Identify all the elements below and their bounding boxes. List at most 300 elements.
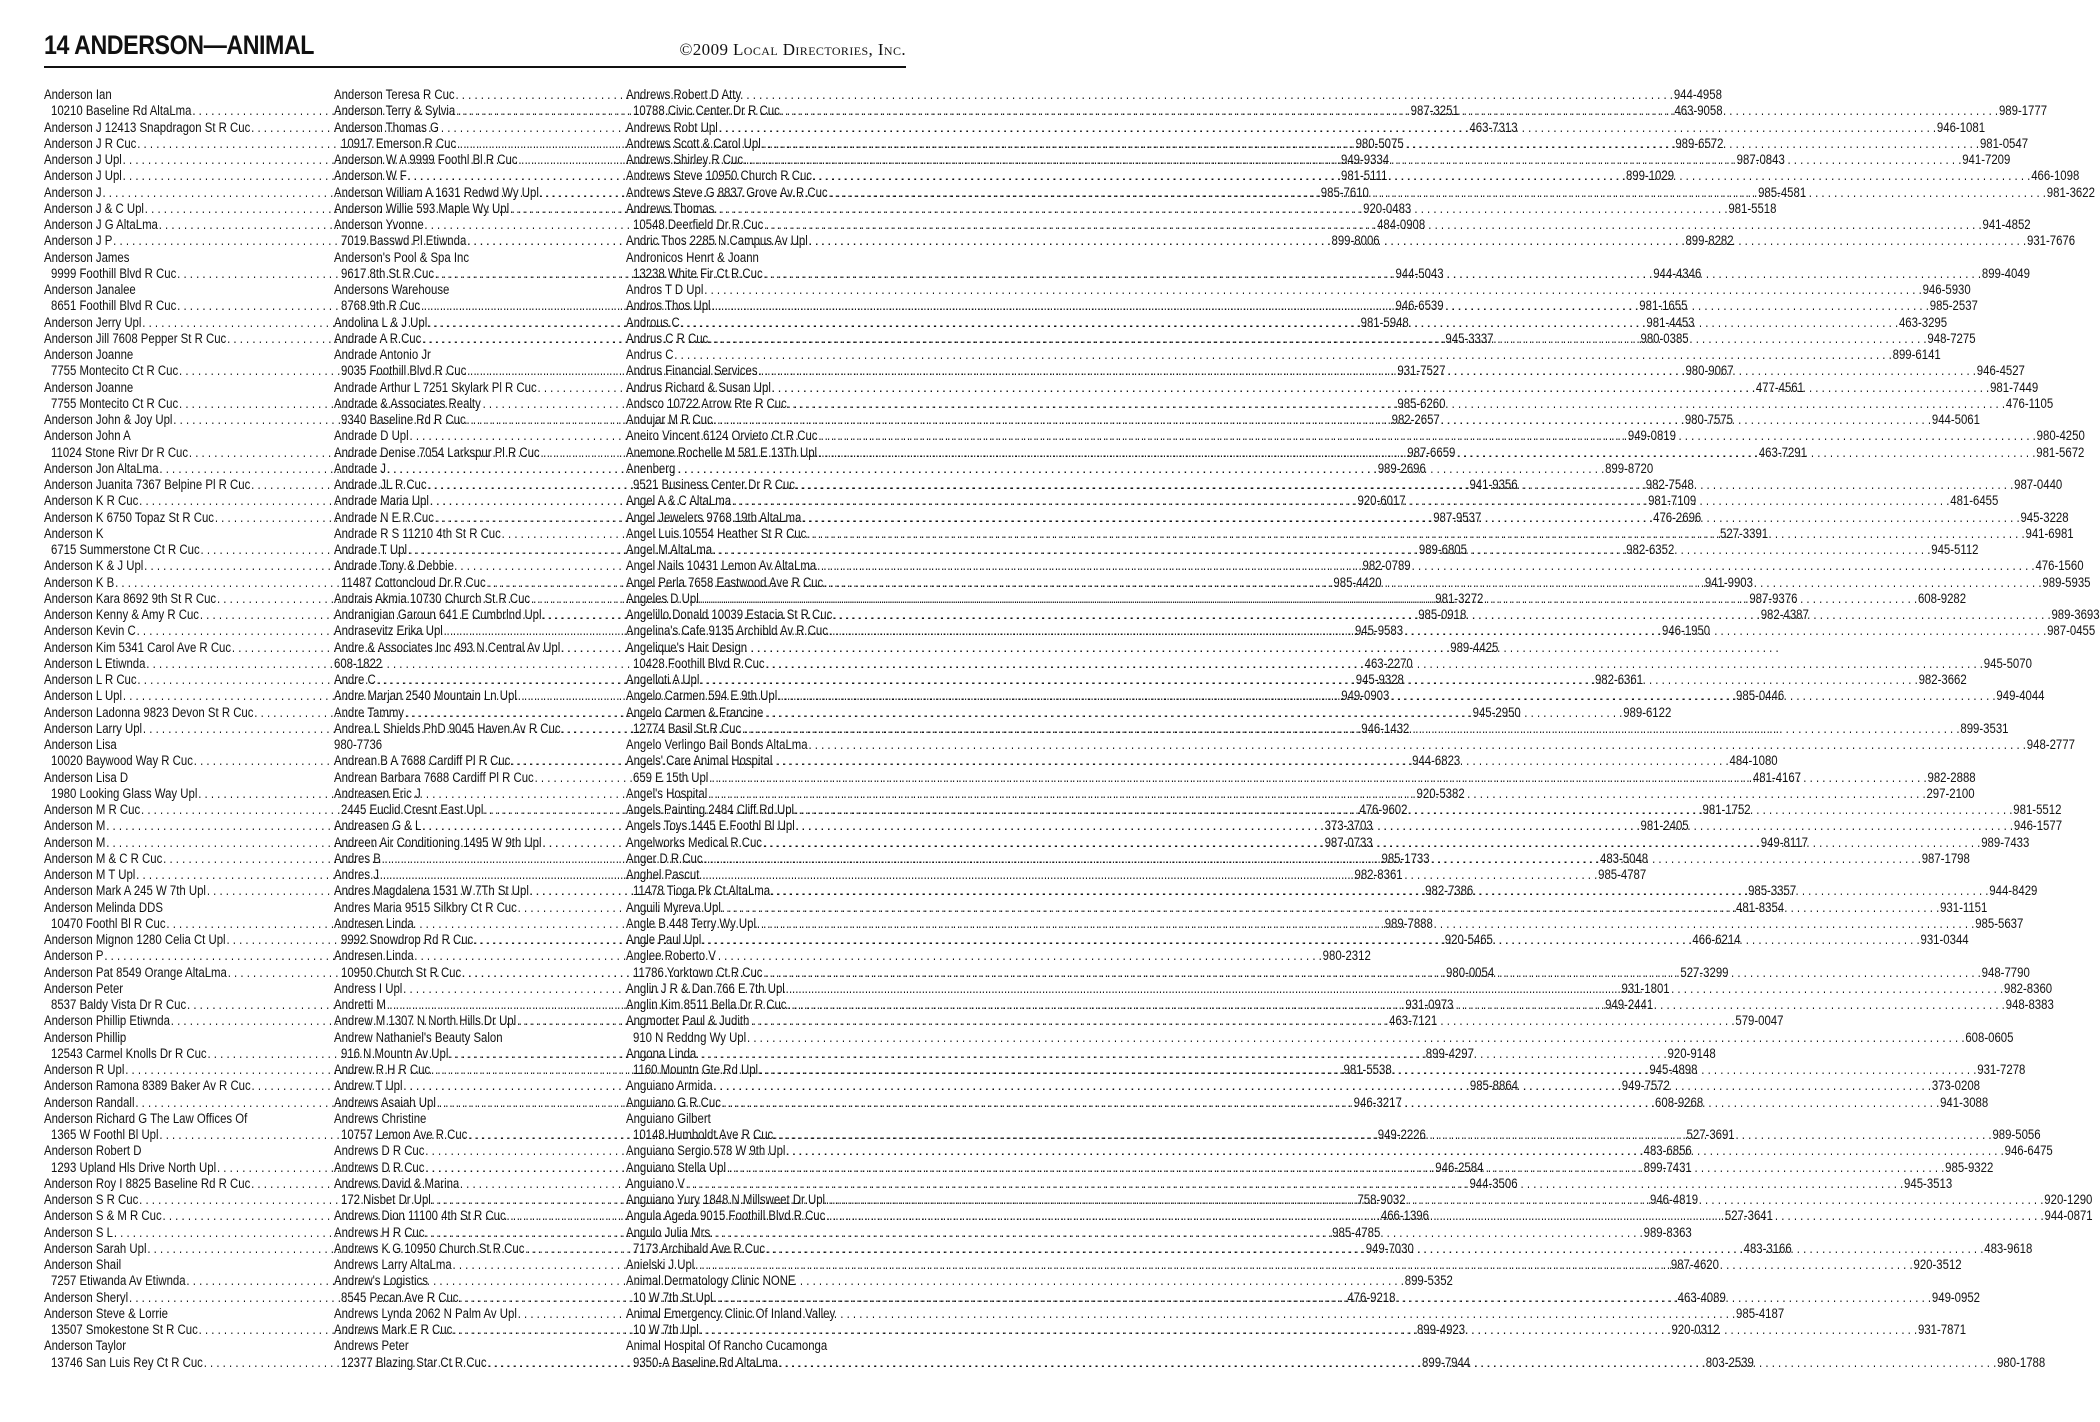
dot-leader bbox=[786, 997, 2005, 1012]
listing-name: Anderson Terry & Sylvia bbox=[334, 103, 456, 119]
phone-number: 981-2405 bbox=[1640, 818, 1689, 834]
listing-name: Aneiro Vincent 6124 Orvieto Ct R Cuc bbox=[626, 428, 818, 444]
listing-line bbox=[334, 916, 597, 932]
phone-number: 985-3357 bbox=[1748, 883, 1797, 899]
listing-name: Anderson Jerry Upl bbox=[44, 314, 142, 330]
listing-heading: Anderson Joanne bbox=[44, 379, 134, 395]
listing-line bbox=[44, 1338, 307, 1354]
listing-line bbox=[626, 1111, 889, 1127]
listing-name: 10757 Lemon Ave R Cuc bbox=[341, 1127, 468, 1142]
phone-number: 946-3217 bbox=[1353, 1094, 1402, 1110]
listing-name: Anderson K R Cuc bbox=[44, 493, 139, 509]
listing-name: 10950 Church St R Cuc bbox=[341, 964, 462, 980]
listing-line bbox=[334, 558, 597, 574]
listing-name: 10788 Civic Center Dr R Cuc bbox=[633, 103, 780, 119]
phone-number: 985-2537 bbox=[1929, 298, 1978, 314]
listing-name: Anderson R Upl bbox=[44, 1062, 125, 1077]
phone-number: 476-1560 bbox=[2035, 558, 2084, 574]
phone-number: 608-9282 bbox=[1917, 590, 1967, 606]
phone-number: 899-7944 bbox=[1422, 1354, 1471, 1370]
listing-line bbox=[44, 87, 307, 103]
phone-number: 987-0733 bbox=[1324, 834, 1373, 850]
phone-number: 989-5056 bbox=[1992, 1127, 2041, 1142]
listing-name: 7019 Basswd Pl Etiwnda bbox=[341, 233, 467, 249]
listing-name: 6715 Summerstone Ct R Cuc bbox=[51, 542, 200, 557]
phone-number: 989-7888 bbox=[1384, 915, 1433, 931]
listing-name: Anderson J 12413 Snapdragon St R Cuc bbox=[44, 119, 251, 135]
listing-heading: Andrew Nathaniel's Beauty Salon bbox=[334, 1029, 503, 1045]
listing-name: 10 W 7th St Upl bbox=[633, 1289, 713, 1305]
listing-name: Andreasen G & L bbox=[334, 818, 422, 834]
dot-leader bbox=[708, 331, 1927, 346]
listing-name: Andrews D R Cuc bbox=[334, 1143, 425, 1159]
listing-name: Anguiano Sergio 578 W 9th Upl bbox=[626, 1143, 786, 1159]
listing-heading: Andersons Warehouse bbox=[334, 282, 450, 297]
phone-number: 920-1290 bbox=[2044, 1192, 2093, 1207]
dot-leader bbox=[758, 363, 1977, 378]
phone-number: 949-9334 bbox=[1341, 152, 1390, 167]
phone-number: 985-0446 bbox=[1736, 688, 1785, 704]
phone-number: 985-4187 bbox=[1736, 1305, 1785, 1321]
listing-name: 2445 Euclid Cresnt East Upl bbox=[341, 802, 484, 817]
phone-number: 527-3641 bbox=[1724, 1208, 1773, 1224]
listing-name: Andrus Richard & Susan Upl bbox=[626, 379, 771, 395]
dot-leader bbox=[718, 120, 1937, 135]
phone-number: 920-5382 bbox=[1416, 785, 1465, 801]
phone-number: 527-3299 bbox=[1680, 964, 1729, 980]
phone-number: 297-2100 bbox=[1926, 785, 1975, 801]
listing-heading: Andrews David & Marina bbox=[334, 1175, 460, 1191]
phone-number: 987-0843 bbox=[1736, 152, 1785, 167]
phone-number: 949-2226 bbox=[1377, 1127, 1426, 1142]
phone-number: 985-0918 bbox=[1418, 607, 1467, 622]
listing-heading: Andrews Peter bbox=[334, 1338, 409, 1354]
listing-name: Andrade D Upl bbox=[334, 428, 409, 444]
listing-name: Anderson S & M R Cuc bbox=[44, 1208, 162, 1224]
dot-leader bbox=[785, 981, 2004, 996]
listing-name: Anderson Juanita 7367 Belpine Pl R Cuc bbox=[44, 477, 251, 492]
phone-number: 989-2696 bbox=[1377, 460, 1426, 476]
listing-heading: Angelique's Hair Design bbox=[626, 639, 748, 655]
listing-line bbox=[626, 201, 889, 217]
phone-number: 527-3391 bbox=[1720, 525, 1769, 541]
listing-line bbox=[44, 1111, 307, 1127]
dot-leader bbox=[771, 380, 1990, 395]
listing-name: Anderson K & J Upl bbox=[44, 558, 144, 574]
dot-leader bbox=[712, 542, 1931, 557]
listing-name: Angel M AltaLma bbox=[626, 542, 713, 557]
dot-leader bbox=[778, 1355, 1997, 1370]
listing-name: 11024 Stone Rivr Dr R Cuc bbox=[51, 444, 189, 460]
phone-number: 944-5061 bbox=[1931, 412, 1980, 427]
dot-leader bbox=[762, 965, 1981, 980]
dot-leader bbox=[673, 347, 1892, 362]
phone-number: 946-5930 bbox=[1922, 282, 1971, 297]
listing-name: Anderson Ramona 8389 Baker Av R Cuc bbox=[44, 1078, 251, 1094]
listing-line bbox=[44, 900, 307, 916]
dot-leader bbox=[761, 136, 1980, 151]
listing-line bbox=[44, 981, 307, 997]
phone-number: 980-4250 bbox=[2036, 428, 2085, 444]
dot-leader bbox=[713, 412, 1932, 427]
listing-name: Anderson M bbox=[44, 834, 106, 850]
listing-line bbox=[626, 705, 889, 721]
listing-name: 9999 Foothill Blvd R Cuc bbox=[51, 265, 177, 281]
listing-name: Andrais Akmia 10730 Church St R Cuc bbox=[334, 590, 531, 606]
dot-leader bbox=[794, 802, 2013, 817]
phone-number: 981-5538 bbox=[1343, 1062, 1392, 1077]
phone-number: 920-9148 bbox=[1667, 1045, 1716, 1061]
phone-number: 945-2950 bbox=[1472, 704, 1521, 720]
phone-number: 987-1798 bbox=[1921, 850, 1970, 866]
phone-number: 608-9268 bbox=[1655, 1094, 1704, 1110]
listing-heading: Anderson Yvonne bbox=[334, 217, 424, 232]
listing-name: Anderson Larry Upl bbox=[44, 720, 143, 736]
listing-line bbox=[334, 217, 597, 233]
listing-name: 9521 Business Center Dr R Cuc bbox=[633, 477, 795, 492]
dot-leader bbox=[806, 526, 2025, 541]
phone-number: 949-4044 bbox=[1996, 688, 2045, 704]
phone-number: 931-1151 bbox=[1940, 899, 1988, 915]
listing-name: Angelworks Medical R Cuc bbox=[626, 834, 763, 850]
phone-number: 527-3691 bbox=[1686, 1127, 1735, 1142]
listing-line bbox=[334, 1273, 597, 1289]
listing-line bbox=[334, 1030, 597, 1046]
phone-number: 985-4420 bbox=[1333, 574, 1382, 590]
listing-name: Anguiano Stella Upl bbox=[626, 1159, 726, 1175]
listing-name: Anderson P bbox=[44, 948, 104, 964]
dot-leader bbox=[680, 315, 1899, 330]
phone-number: 803-2539 bbox=[1705, 1354, 1754, 1370]
phone-number: 899-4297 bbox=[1425, 1045, 1474, 1061]
listing-name: Anguiano Armida bbox=[626, 1078, 713, 1094]
phone-number: 476-2696 bbox=[1653, 509, 1702, 525]
listing-line bbox=[44, 428, 307, 444]
listing-heading: Andrew's Logistics bbox=[334, 1273, 428, 1289]
phone-number: 989-5935 bbox=[2042, 574, 2091, 590]
phone-number: 945-4898 bbox=[1649, 1062, 1698, 1077]
phone-number: 931-0973 bbox=[1405, 997, 1454, 1012]
phone-number: 608-0605 bbox=[1965, 1029, 2014, 1045]
phone-number: 941-9903 bbox=[1704, 574, 1753, 590]
phone-number: 477-4561 bbox=[1755, 379, 1804, 395]
listing-heading: Andresen Linda bbox=[334, 948, 414, 964]
listing-line bbox=[626, 640, 889, 656]
phone-number: 985-9322 bbox=[1945, 1159, 1994, 1175]
listing-name: Anderson Randall bbox=[44, 1094, 135, 1110]
listing-name: Andrea L Shields PhD 9045 Haven Av R Cuc bbox=[334, 720, 561, 736]
listing-line bbox=[44, 770, 307, 786]
listing-name: Anderson William A 1631 Redwd Wy Upl bbox=[334, 184, 539, 200]
dot-leader bbox=[828, 623, 2047, 638]
phone-number: 373-3703 bbox=[1324, 818, 1373, 834]
listing-line bbox=[626, 1046, 889, 1062]
listing-name: 10470 Foothl Bl R Cuc bbox=[51, 915, 166, 931]
listing-name: Anderson Jon AltaLma bbox=[44, 460, 159, 476]
listing-line bbox=[626, 1306, 889, 1322]
listing-name: Anguiano V bbox=[626, 1175, 685, 1191]
dot-leader bbox=[808, 737, 2027, 752]
phone-number: 987-4620 bbox=[1670, 1257, 1719, 1272]
listing-name: Angel Nails 10431 Lemon Av AltaLma bbox=[626, 558, 817, 574]
phone-number: 982-8361 bbox=[1354, 867, 1403, 882]
dot-leader bbox=[699, 591, 1918, 606]
listing-name: 11487 Cottoncloud Dr R Cuc bbox=[341, 574, 486, 590]
phone-number: 989-6122 bbox=[1623, 704, 1672, 720]
listing-name: Andrade T Upl bbox=[334, 542, 407, 557]
phone-number: 463-3295 bbox=[1898, 314, 1948, 330]
listing-line bbox=[334, 282, 597, 298]
listing-name: Angelloti A Upl bbox=[626, 672, 700, 687]
phone-number: 981-5111 bbox=[1341, 168, 1388, 184]
listing-name: Anderson Jill 7608 Pepper St R Cuc bbox=[44, 330, 227, 346]
listing-name: 13238 White Fir Ct R Cuc bbox=[633, 265, 763, 281]
listing-name: Anderson K B bbox=[44, 574, 115, 590]
listing-heading: Angmorter Paul & Judith bbox=[626, 1013, 750, 1029]
phone-number: 982-2657 bbox=[1391, 412, 1440, 427]
listing-heading: Anderson Janalee bbox=[44, 282, 136, 297]
phone-number: 981-5518 bbox=[1728, 200, 1777, 216]
listing-name: Anglin J R & Dan 766 E 7th Upl bbox=[626, 980, 785, 996]
phone-number: 980-7575 bbox=[1684, 412, 1733, 427]
listing-heading: Angelo Carmen & Francine bbox=[626, 704, 764, 720]
listing-heading: Anderson Joanne bbox=[44, 347, 134, 362]
listing-name: Andrade Denise 7054 Larkspur Pl R Cuc bbox=[334, 444, 540, 460]
listing-name: Andros Thos Upl bbox=[626, 298, 711, 314]
listing-name: Andrew M 1307 N North Hills Dr Upl bbox=[334, 1013, 517, 1029]
dot-leader bbox=[765, 1241, 1984, 1256]
listing-name: Andric Thos 2285 N Campus Av Upl bbox=[626, 233, 808, 249]
listing-name: Andrean Barbara 7688 Cardiff Pl R Cuc bbox=[334, 769, 534, 785]
phone-number: 948-7275 bbox=[1927, 330, 1976, 346]
listing-heading: Angels' Care Animal Hospital bbox=[626, 753, 773, 769]
listing-line bbox=[626, 948, 889, 964]
phone-number: 476-1105 bbox=[2005, 395, 2054, 411]
listing-name: 659 E 15th Upl bbox=[633, 769, 709, 785]
phone-number: 948-2777 bbox=[2026, 737, 2075, 752]
dot-leader bbox=[701, 932, 1920, 947]
phone-number: 981-4453 bbox=[1646, 314, 1695, 330]
listing-heading: Anderson Phillip bbox=[44, 1029, 127, 1045]
listing-name: Andsco 10722 Arrow Rte R Cuc bbox=[626, 395, 787, 411]
listing-name: Anderson M R Cuc bbox=[44, 802, 141, 817]
listing-name: Andrade Arthur L 7251 Skylark Pl R Cuc bbox=[334, 379, 537, 395]
listing-name: Anderson J R Cuc bbox=[44, 135, 137, 151]
listing-name: 10548 Deerfield Dr R Cuc bbox=[633, 217, 764, 232]
listing-name: Angelo Carmen 594 E 9th Upl bbox=[626, 688, 778, 704]
phone-number: 931-7676 bbox=[2026, 233, 2076, 249]
dot-leader bbox=[711, 298, 1930, 313]
dot-leader bbox=[741, 721, 1960, 736]
phone-number: 946-1081 bbox=[1936, 119, 1986, 135]
listing-name: 10020 Baywood Way R Cuc bbox=[51, 753, 193, 769]
listing-line bbox=[334, 1338, 597, 1354]
phone-number: 481-4167 bbox=[1752, 769, 1802, 785]
listing-heading: Andrade Antonio Jr bbox=[334, 347, 431, 362]
listing-name: Anderson Kenny & Amy R Cuc bbox=[44, 607, 200, 622]
phone-number: 987-9537 bbox=[1433, 509, 1482, 525]
listing-line bbox=[626, 461, 889, 477]
listing-name: Anguiano Yury 1848 N Millsweet Dr Upl bbox=[626, 1192, 826, 1207]
phone-number: 981-1655 bbox=[1639, 298, 1688, 314]
listing-name: 8537 Baldy Vista Dr R Cuc bbox=[51, 997, 187, 1012]
dot-leader bbox=[808, 233, 2027, 248]
phone-number: 944-4346 bbox=[1653, 265, 1702, 281]
phone-number: 941-6981 bbox=[2025, 525, 2074, 541]
listing-name: 7257 Etiwanda Av Etiwnda bbox=[51, 1273, 186, 1289]
listing-name: 172 Nisbet Dr Upl bbox=[341, 1192, 431, 1207]
listing-name: Anderson Sarah Upl bbox=[44, 1240, 147, 1256]
page-title: 14 ANDERSON—ANIMAL bbox=[44, 30, 315, 60]
dot-leader bbox=[832, 607, 2051, 622]
listing-name: Anderson S L bbox=[44, 1224, 113, 1240]
dot-leader bbox=[823, 575, 2042, 590]
phone-number: 931-0344 bbox=[1920, 932, 1969, 947]
phone-number: 920-0483 bbox=[1363, 200, 1412, 216]
listing-name: Andrews K G 10950 Church St R Cuc bbox=[334, 1240, 525, 1256]
listing-line bbox=[626, 1225, 889, 1241]
phone-number: 899-6141 bbox=[1892, 347, 1941, 362]
phone-number: 982-4387 bbox=[1760, 607, 1809, 622]
phone-number: 483-3166 bbox=[1743, 1240, 1792, 1256]
phone-number: 483-5048 bbox=[1600, 850, 1649, 866]
phone-number: 987-6659 bbox=[1407, 444, 1456, 460]
listing-name: Andrews Scott & Carol Upl bbox=[626, 135, 761, 151]
phone-number: 483-6856 bbox=[1643, 1143, 1692, 1159]
listing-name: Anderson Ladonna 9823 Devon St R Cuc bbox=[44, 704, 254, 720]
dot-leader bbox=[713, 1078, 1932, 1093]
phone-number: 945-9328 bbox=[1355, 672, 1404, 687]
listing-name: Angel A & C AltaLma bbox=[626, 493, 732, 509]
dot-leader bbox=[762, 835, 1981, 850]
listing-line bbox=[44, 526, 307, 542]
dot-leader bbox=[777, 688, 1996, 703]
listing-line bbox=[626, 753, 889, 769]
phone-number: 980-1788 bbox=[1997, 1354, 2046, 1370]
phone-number: 463-2270 bbox=[1364, 655, 1413, 671]
phone-number: 946-1950 bbox=[1662, 623, 1711, 639]
phone-number: 758-9032 bbox=[1357, 1192, 1406, 1207]
phone-number: 989-6805 bbox=[1418, 542, 1467, 557]
phone-number: 941-3088 bbox=[1940, 1094, 1989, 1110]
dot-leader bbox=[770, 883, 1989, 898]
phone-number: 945-5112 bbox=[1931, 542, 1979, 557]
phone-number: 899-4923 bbox=[1416, 1322, 1466, 1337]
dot-leader bbox=[743, 152, 1962, 167]
phone-number: 980-0385 bbox=[1640, 330, 1689, 346]
listing-line bbox=[44, 1306, 307, 1322]
dot-leader bbox=[726, 1160, 1945, 1175]
listing-name: Anderson L Upl bbox=[44, 688, 123, 704]
listing-name: 7173 Archibald Ave R Cuc bbox=[633, 1240, 766, 1256]
listing-name: Andros T D Upl bbox=[626, 282, 704, 297]
listing-name: Anderson Sheryl bbox=[44, 1289, 129, 1305]
listing-name: Angelo Verlingo Bail Bonds AltaLma bbox=[626, 737, 808, 752]
listing-name: Andrus C R Cuc bbox=[626, 330, 709, 346]
dot-leader bbox=[694, 1257, 1913, 1272]
dot-leader bbox=[699, 1322, 1918, 1337]
listing-heading: Anderson John A bbox=[44, 428, 131, 444]
listing-name: Anderson S R Cuc bbox=[44, 1192, 139, 1207]
listing-line bbox=[334, 1176, 597, 1192]
phone-number: 980-2312 bbox=[1322, 948, 1371, 964]
phone-number: 982-3662 bbox=[1918, 672, 1967, 687]
phone-number: 945-9583 bbox=[1354, 623, 1404, 639]
listing-name: 1160 Mountn Gte Rd Upl bbox=[633, 1062, 759, 1077]
listing-name: Andrews Robt Upl bbox=[626, 119, 718, 135]
listing-name: 8545 Pecan Ave R Cuc bbox=[341, 1289, 459, 1305]
listing-name: Anderson M T Upl bbox=[44, 867, 136, 882]
phone-number: 982-7386 bbox=[1425, 883, 1474, 899]
phone-number: 463-4089 bbox=[1677, 1289, 1726, 1305]
listing-name: 11786 Yorktown Ct R Cuc bbox=[633, 964, 763, 980]
phone-number: 949-0903 bbox=[1341, 688, 1390, 704]
listing-heading: Anderson Shail bbox=[44, 1257, 122, 1272]
listing-heading: Anderson Peter bbox=[44, 980, 124, 996]
dot-leader bbox=[817, 445, 2036, 460]
listing-name: Anger D R Cuc bbox=[626, 850, 703, 866]
listing-name: Andre Marjan 2540 Mountain Ln Upl bbox=[334, 688, 517, 704]
phone-number: 483-9618 bbox=[1984, 1240, 2033, 1256]
listing-name: Anderson Roy I 8825 Baseline Rd R Cuc bbox=[44, 1175, 251, 1191]
phone-number: 920-0312 bbox=[1671, 1322, 1720, 1337]
listing-name: Andre Tammy bbox=[334, 704, 405, 720]
listing-name: Andrews H R Cuc bbox=[334, 1224, 425, 1240]
listing-name: Andres B bbox=[334, 850, 381, 866]
dot-leader bbox=[795, 818, 2014, 833]
phone-number: 463-7291 bbox=[1758, 444, 1807, 460]
phone-number: 481-8354 bbox=[1736, 899, 1785, 915]
dot-leader bbox=[721, 1095, 1940, 1110]
listing-name: Andrew T Upl bbox=[334, 1078, 403, 1094]
dot-leader bbox=[699, 672, 1918, 687]
listing-name: 7755 Montecito Ct R Cuc bbox=[51, 395, 179, 411]
listing-heading: 608-1822 bbox=[334, 655, 383, 671]
listing-line bbox=[334, 786, 597, 802]
phone-number: 981-7109 bbox=[1648, 493, 1697, 509]
listing-heading: Andrews Christine bbox=[334, 1110, 427, 1126]
listing-name: Angelillo Donald 10039 Estacia St R Cuc bbox=[626, 607, 833, 622]
dot-leader bbox=[825, 1192, 2044, 1207]
phone-number: 985-4785 bbox=[1332, 1224, 1381, 1240]
phone-number: 981-5512 bbox=[2013, 802, 2062, 817]
listing-line bbox=[334, 640, 597, 656]
listing-heading: Animal Hospital Of Rancho Cucamonga bbox=[626, 1338, 828, 1354]
listing-name: Andres Maria 9515 Silkbry Ct R Cuc bbox=[334, 899, 517, 915]
listing-heading: Anderson K bbox=[44, 525, 104, 541]
phone-number: 476-9602 bbox=[1359, 802, 1408, 817]
listing-line bbox=[334, 120, 597, 136]
listing-heading: Angulo Julia Mrs bbox=[626, 1224, 711, 1240]
phone-number: 373-0208 bbox=[1931, 1078, 1980, 1094]
phone-number: 987-3251 bbox=[1410, 103, 1459, 119]
dot-leader bbox=[721, 900, 1940, 915]
listing-name: Anderson J P bbox=[44, 233, 113, 249]
listing-name: Andrews Lynda 2062 N Palm Av Upl bbox=[334, 1305, 517, 1321]
listing-name: 910 N Reddng Wy Upl bbox=[633, 1029, 747, 1045]
listing-heading: Andronicos Henrt & Joann bbox=[626, 249, 759, 265]
phone-number: 466-1098 bbox=[2031, 168, 2080, 184]
phone-number: 941-7209 bbox=[1962, 152, 2011, 167]
listing-name: Anderson L R Cuc bbox=[44, 672, 137, 687]
listing-name: Angelina's Cafe 9135 Archibld Av R Cuc bbox=[626, 623, 828, 639]
dot-leader bbox=[763, 217, 1982, 232]
listing-heading: Anguiano Gilbert bbox=[626, 1110, 711, 1126]
listing-name: 916 N Mountn Av Upl bbox=[341, 1045, 449, 1061]
listing-name: Anderson Mark A 245 W 7th Upl bbox=[44, 883, 206, 899]
listing-line bbox=[334, 656, 597, 672]
listing-name: Anderson Pat 8549 Orange AltaLma bbox=[44, 964, 227, 980]
